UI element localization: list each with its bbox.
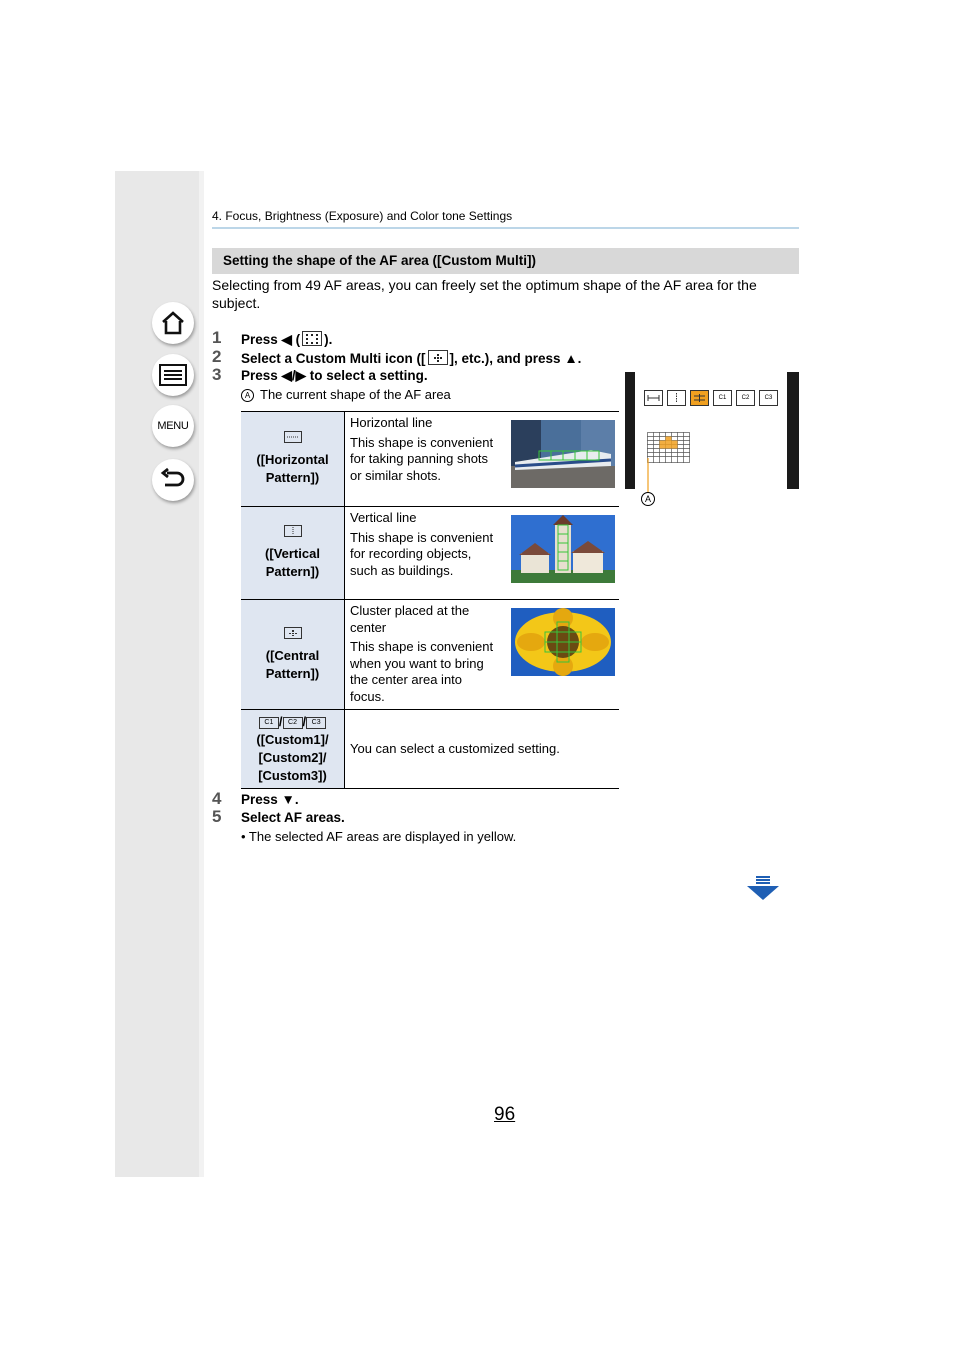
building-photo (511, 515, 615, 583)
custom2-icon: C2 (283, 717, 303, 729)
back-button[interactable] (152, 459, 194, 501)
menu-label: MENU (157, 420, 189, 432)
sidebar-edge (199, 171, 204, 1177)
train-photo (511, 420, 615, 488)
breadcrumb: 4. Focus, Brightness (Exposure) and Color tone Settings (212, 209, 513, 223)
step-1-text: Press ◀ ( (241, 332, 301, 347)
pattern-name: ([Horizontal Pattern]) (256, 452, 329, 485)
intro-text: Selecting from 49 AF areas, you can freely set the optimum shape of the AF area for the subject. (212, 277, 757, 311)
menu-button[interactable] (152, 405, 194, 447)
table-row (241, 600, 619, 710)
af-area-grid (647, 432, 691, 464)
custom-multi-icon (428, 350, 448, 365)
header-rule (212, 227, 799, 229)
note-a-text: The current shape of the AF area (260, 387, 451, 402)
step-number: 4 (212, 789, 222, 808)
table-label-cell (241, 600, 345, 710)
note-a (241, 387, 451, 402)
table-row (241, 710, 619, 789)
pattern-description: This shape is convenient when you want to bring the center area into focus. (350, 639, 494, 704)
af-pattern-table (241, 411, 619, 789)
central-pattern-icon-selected (690, 390, 709, 406)
table-desc-cell (345, 600, 620, 710)
section-title: Setting the shape of the AF area ([Custom Multi]) (223, 253, 537, 268)
pattern-name: ([Central Pattern]) (265, 647, 320, 681)
step-1-text-end: ). (324, 332, 333, 347)
pattern-heading: Horizontal line (350, 415, 433, 430)
horizontal-pattern-icon (644, 390, 663, 406)
marker-a-label: A (641, 492, 655, 506)
pattern-description: This shape is convenient for taking panning shots or similar shots. (350, 434, 494, 483)
table-desc-cell (345, 507, 620, 600)
step-2-text: Select a Custom Multi icon ([ (241, 351, 426, 366)
pattern-description: You can select a customized setting. (350, 740, 560, 756)
central-pattern-icon (284, 627, 302, 639)
af-mode-icon (302, 331, 322, 346)
vertical-pattern-icon (667, 390, 686, 406)
step-2-text-end: ], etc.), and press ▲. (449, 351, 582, 366)
home-button[interactable] (152, 302, 194, 344)
table-desc-cell (345, 710, 620, 789)
horizontal-pattern-icon (284, 431, 302, 443)
pattern-name: ([Custom1]/ [Custom2]/ [Custom3]) (256, 732, 329, 783)
marker-a: A (241, 389, 254, 402)
list-icon (158, 363, 188, 387)
camera-screen (625, 372, 799, 489)
table-row (241, 507, 619, 600)
sunflower-photo (511, 608, 615, 676)
home-icon (159, 309, 187, 337)
step-2 (241, 350, 581, 366)
table-label-cell (241, 507, 345, 600)
table-desc-cell (345, 412, 620, 507)
custom1-icon: C1 (259, 717, 279, 729)
step-number: 3 (212, 365, 222, 384)
section-title-bar (212, 248, 799, 274)
step-number: 2 (212, 347, 222, 366)
page-number: 96 (494, 1104, 516, 1125)
custom3-icon: C3 (306, 717, 326, 729)
contents-button[interactable] (152, 354, 194, 396)
step-1 (241, 331, 332, 348)
step-3: Press ◀/▶ to select a setting. (241, 368, 428, 383)
vertical-pattern-icon (284, 525, 302, 537)
screen-display (635, 372, 787, 489)
table-row (241, 412, 619, 507)
custom2-icon: C2 (736, 390, 755, 406)
pattern-heading: Cluster placed at the center (350, 603, 470, 635)
step-number: 5 (212, 807, 222, 826)
return-icon (159, 467, 187, 493)
marker-a-leader (646, 458, 650, 492)
bullet-note: • The selected AF areas are displayed in yellow. (241, 829, 517, 844)
pattern-name: ([Vertical Pattern]) (265, 546, 320, 579)
step-number: 1 (212, 328, 222, 347)
custom3-icon: C3 (759, 390, 778, 406)
step-5: Select AF areas. (241, 810, 345, 825)
pattern-heading: Vertical line (350, 510, 417, 525)
step-4: Press ▼. (241, 792, 299, 807)
next-page-arrow-icon[interactable] (746, 876, 780, 902)
table-label-cell: C1 / C2 / C3 ([Custom1]/ [Custom2]/ [Custom3]) (241, 710, 345, 789)
pattern-description: This shape is convenient for recording objects, such as buildings. (350, 529, 494, 578)
custom1-icon: C1 (713, 390, 732, 406)
table-label-cell (241, 412, 345, 507)
